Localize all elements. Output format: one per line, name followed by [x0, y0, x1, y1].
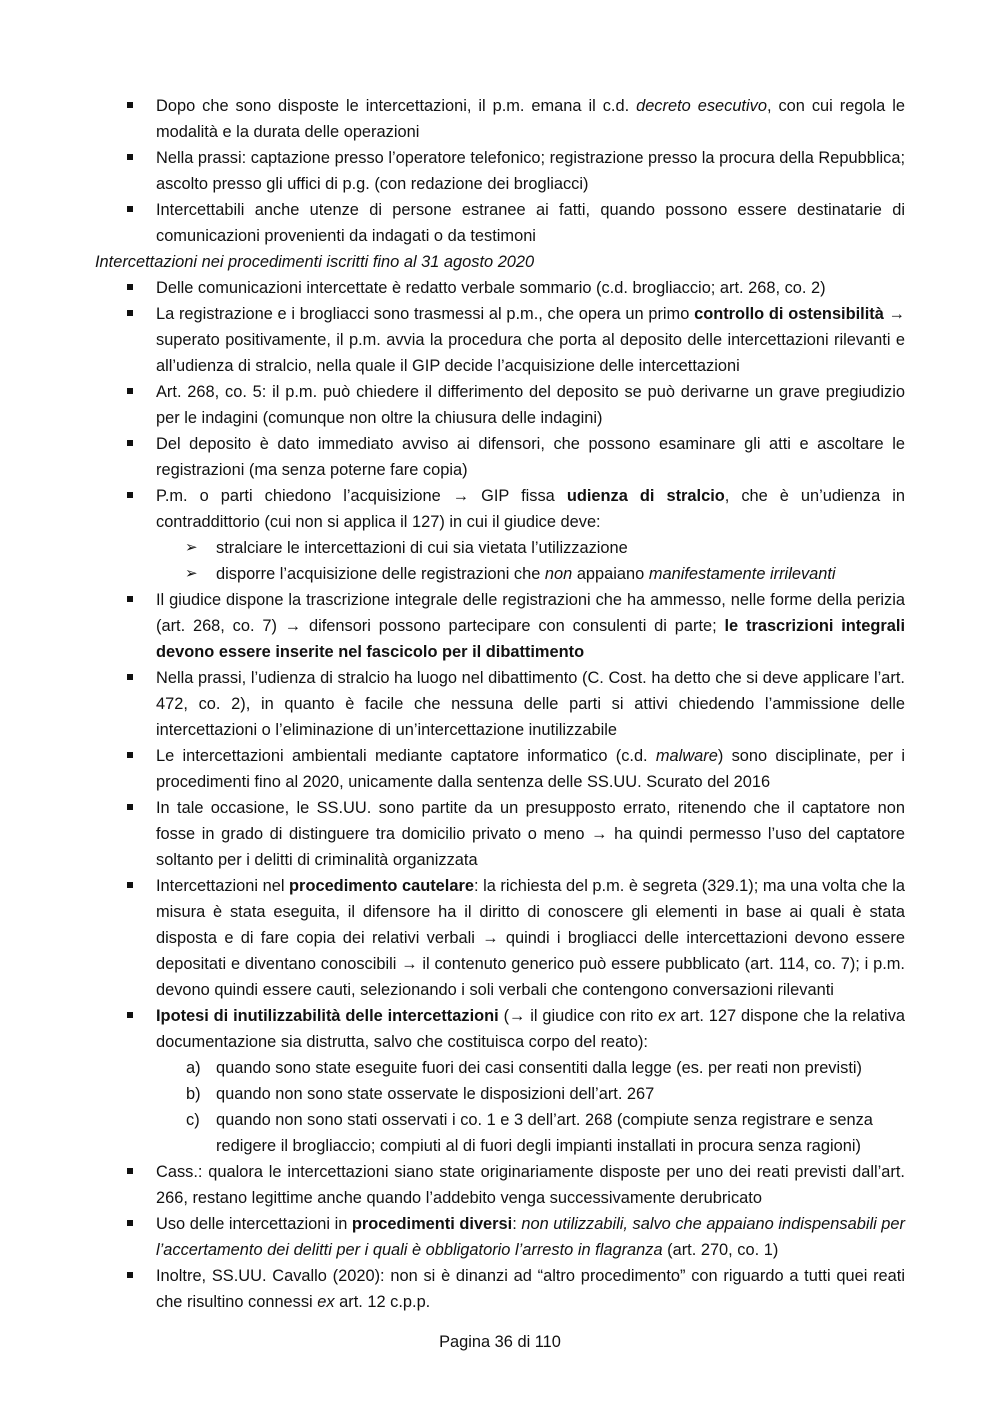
bold-text: udienza di stralcio [566, 487, 725, 505]
text-run: (art. 270, co. 1) [662, 1241, 779, 1259]
text-run: : la richiesta del p.m. è segreta (329.1); ma una volta che la misura è stata eseguita, il difensore ha il diritto di conoscere gli elementi in base ai quali è stata disposta e di fare copia dei relativi verbali → quindi i brogliacci delle intercettazioni devono essere depositati e diventano conoscibili → il contenuto generico può essere pubblicato (art. 114, co. 7); i p.m. devono quindi essere cauti, selezionando i soli verbali che contengono conversazioni rilevanti [156, 877, 905, 999]
text-run: , che è un’udienza in contraddittorio (cui non si applica il 127) in cui il giudice deve: [156, 487, 906, 531]
arrowhead-bullet-icon: ➢ [185, 565, 198, 582]
text-run: Cass.: qualora le intercettazioni siano state originariamente disposte per uno dei reati previsti dall’art. 266, restano legittime anche quando l’addebito venga successivamente derubricato [156, 1163, 905, 1207]
text-run: (→ il giudice con rito [498, 1007, 659, 1025]
italic-text: manifestamente irrilevanti [648, 565, 836, 583]
text-run: Nella prassi, l’udienza di stralcio ha luogo nel dibattimento (C. Cost. ha detto che si deve applicare l’art. 472, co. 2), in quanto è facile che nessuna delle parti si attivi chiedendo l’ammissione delle intercettazioni o l’eliminazione di un’intercettazione inutilizzabile [156, 669, 905, 739]
section-heading [95, 249, 905, 275]
item-text [156, 747, 905, 791]
square-bullet-icon [127, 1272, 133, 1278]
bullet-item [95, 431, 905, 483]
item-text [156, 305, 905, 375]
square-bullet-icon [127, 752, 133, 758]
italic-text: decreto esecutivo [636, 97, 767, 115]
item-text [156, 669, 905, 739]
bullet-item [95, 665, 905, 743]
text-run: , con cui regola le modalità e la durata delle operazioni [156, 97, 906, 141]
bullet-item [95, 197, 905, 249]
text-run: In tale occasione, le SS.UU. sono partite da un presupposto errato, ritenendo che il captatore non fosse in grado di distinguere tra domicilio privato o meno → ha quindi permesso l’uso del captatore soltanto per i delitti di criminalità organizzata [156, 799, 905, 869]
italic-text: non [544, 565, 573, 583]
text-run: → superato positivamente, il p.m. avvia la procedura che porta al deposito delle intercettazioni rilevanti e all’udienza di stralcio, nella quale il GIP decide l’acquisizione delle intercettazioni [156, 305, 905, 375]
square-bullet-icon [127, 206, 133, 212]
text-run: stralciare le intercettazioni di cui sia vietata l’utilizzazione [216, 539, 628, 557]
text-run: Le intercettazioni ambientali mediante captatore informatico (c.d. [156, 747, 656, 765]
bullet-item [95, 795, 905, 873]
italic-text: malware [655, 747, 718, 765]
item-text [156, 1007, 905, 1051]
document-body [95, 93, 905, 1315]
item-text [156, 383, 905, 427]
item-text [156, 149, 905, 193]
bold-text: Ipotesi di inutilizzabilità delle intercettazioni [156, 1007, 499, 1025]
italic-text: ex [658, 1007, 676, 1025]
bullet-item [95, 1263, 905, 1315]
square-bullet-icon [127, 674, 133, 680]
square-bullet-icon [127, 102, 133, 108]
text-run: : [512, 1215, 522, 1233]
item-text [216, 1085, 654, 1103]
item-text [156, 799, 905, 869]
square-bullet-icon [127, 492, 133, 498]
bullet-item [95, 93, 905, 145]
text-run: Nella prassi: captazione presso l’operatore telefonico; registrazione presso la procura della Repubblica; ascolto presso gli uffici di p.g. (con redazione dei brogliacci) [156, 149, 905, 193]
arrowhead-bullet-icon: ➢ [185, 539, 198, 556]
text-run: Inoltre, SS.UU. Cavallo (2020): non si è dinanzi ad “altro procedimento” con riguardo a tutti quei reati che risultino connessi [156, 1267, 905, 1311]
item-text [156, 201, 905, 245]
item-text [156, 877, 905, 999]
item-text [156, 97, 905, 141]
item-text [156, 1267, 905, 1311]
text-run: disporre l’acquisizione delle registrazioni che [216, 565, 545, 583]
square-bullet-icon [127, 1220, 133, 1226]
text-run: Intercettazioni nel [156, 877, 290, 895]
item-text [216, 1111, 873, 1155]
bullet-item [95, 275, 905, 301]
bullet-item [95, 145, 905, 197]
text-run: appaiano [572, 565, 649, 583]
list-letter-label: a) [186, 1059, 201, 1077]
square-bullet-icon [127, 1012, 133, 1018]
bullet-item [95, 743, 905, 795]
square-bullet-icon [127, 596, 133, 602]
item-text [216, 1059, 862, 1077]
item-text [216, 565, 836, 583]
text-run: Del deposito è dato immediato avviso ai difensori, che possono esaminare gli atti e ascoltare le registrazioni (ma senza poterne fare copia) [156, 435, 905, 479]
square-bullet-icon [127, 440, 133, 446]
square-bullet-icon [127, 388, 133, 394]
bullet-item [95, 483, 905, 535]
text-run: quando sono state eseguite fuori dei casi consentiti dalla legge (es. per reati non previsti) [216, 1059, 862, 1077]
bullet-item [95, 1159, 905, 1211]
bold-text: procedimenti diversi [351, 1215, 513, 1233]
bullet-item [95, 301, 905, 379]
arrow-subitem [95, 561, 905, 587]
italic-text: ex [317, 1293, 335, 1311]
list-letter-label: b) [186, 1085, 201, 1103]
arrow-subitem [95, 535, 905, 561]
item-text [156, 1215, 905, 1259]
item-text [156, 1163, 905, 1207]
text-run: Dopo che sono disposte le intercettazioni, il p.m. emana il c.d. [156, 97, 637, 115]
text-run: Delle comunicazioni intercettate è redatto verbale sommario (c.d. brogliaccio; art. 268, co. 2) [156, 279, 826, 297]
text-run: Art. 268, co. 5: il p.m. può chiedere il differimento del deposito se può derivarne un grave pregiudizio per le indagini (comunque non oltre la chiusura delle indagini) [156, 383, 905, 427]
list-letter-label: c) [186, 1111, 200, 1129]
square-bullet-icon [127, 154, 133, 160]
lettered-subitem [95, 1081, 905, 1107]
text-run: ) sono disciplinate, per i procedimenti fino al 2020, unicamente dalla sentenza delle SS.UU. Scurato del 2016 [156, 747, 905, 791]
item-text [156, 591, 905, 661]
page-footer: Pagina 36 di 110 [439, 1333, 561, 1351]
text-run: P.m. o parti chiedono l’acquisizione → GIP fissa [156, 487, 567, 505]
square-bullet-icon [127, 882, 133, 888]
square-bullet-icon [127, 284, 133, 290]
text-run: Intercettabili anche utenze di persone estranee ai fatti, quando possono essere destinatarie di comunicazioni provenienti da indagati o da testimoni [156, 201, 905, 245]
text-run: quando non sono stati osservati i co. 1 e 3 dell’art. 268 (compiute senza registrare e senza redigere il brogliaccio; compiuti al di fuori degli impianti installati in procura senza ragioni) [216, 1111, 873, 1155]
item-text [156, 435, 905, 479]
text-run: art. 12 c.p.p. [334, 1293, 431, 1311]
text-run: art. 127 dispone che la relativa documentazione sia distrutta, salvo che costituisca corpo del reato): [156, 1007, 906, 1051]
bold-text: controllo di ostensibilità [694, 305, 884, 323]
lettered-subitem [95, 1107, 905, 1159]
item-text [95, 253, 534, 271]
text-run: quando non sono state osservate le disposizioni dell’art. 267 [216, 1085, 655, 1103]
bullet-item [95, 873, 905, 1003]
square-bullet-icon [127, 310, 133, 316]
italic-text: non utilizzabili, salvo che appaiano indispensabili per l’accertamento dei delitti per i quali è obbligatorio l’arresto in flagranza [156, 1215, 905, 1259]
item-text [216, 539, 628, 557]
bullet-item [95, 1211, 905, 1263]
text-run: La registrazione e i brogliacci sono trasmessi al p.m., che opera un primo [156, 305, 695, 323]
square-bullet-icon [127, 1168, 133, 1174]
bullet-item [95, 1003, 905, 1055]
square-bullet-icon [127, 804, 133, 810]
lettered-subitem [95, 1055, 905, 1081]
bullet-item [95, 379, 905, 431]
bold-text: procedimento cautelare [289, 877, 474, 895]
bullet-item [95, 587, 905, 665]
text-run: Il giudice dispone la trascrizione integrale delle registrazioni che ha ammesso, nelle forme della perizia (art. 268, co. 7) → difensori possono partecipare con consulenti di parte; [156, 591, 905, 635]
item-text [156, 487, 905, 531]
item-text [156, 279, 826, 297]
bold-text: le trascrizioni integrali devono essere inserite nel fascicolo per il dibattimento [156, 617, 905, 661]
italic-text: Intercettazioni nei procedimenti iscritti fino al 31 agosto 2020 [95, 253, 535, 271]
text-run: Uso delle intercettazioni in [156, 1215, 352, 1233]
